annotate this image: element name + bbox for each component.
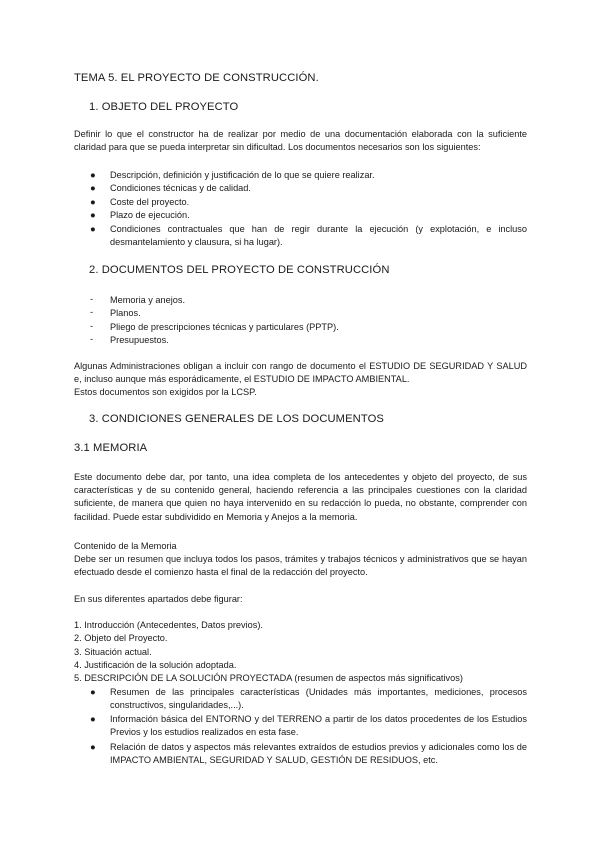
section-2-note-2: Estos documentos son exigidos por la LCSP.	[74, 387, 257, 397]
section-1-heading: 1. OBJETO DEL PROYECTO	[89, 101, 239, 113]
list-item: Condiciones contractuales que han de regir durante la ejecución (y explotación, e incluso desmantelamiento y clausura, si ha lugar).	[110, 224, 527, 248]
section-1-intro: Definir lo que el constructor ha de realizar por medio de una documentación elaborada con la suficiente claridad para que se pueda interpretar sin dificultad. Los documentos necesarios son los siguientes:	[74, 129, 527, 153]
subsection-heading: 3.1 MEMORIA	[74, 442, 148, 454]
list-item: Resumen de las principales características (Unidades más importantes, mediciones, procesos constructivos, singularidades,...).	[110, 687, 527, 711]
dash-icon: -	[90, 307, 94, 318]
list-item: Coste del proyecto.	[110, 197, 190, 207]
list-item: Memoria y anejos.	[110, 295, 186, 305]
list-item: Plazo de ejecución.	[110, 210, 190, 220]
section-2-note: Algunas Administraciones obligan a incluir con rango de documento el ESTUDIO DE SEGURIDAD Y SALUD e, incluso aunque más esporádicamente, el ESTUDIO DE IMPACTO AMBIENTAL.	[74, 361, 527, 385]
list-item: Relación de datos y aspectos más relevantes extraídos de estudios previos y adicionales como los de IMPACTO AMBIENTAL, SEGURIDAD Y SALUD, GESTIÓN DE RESIDUOS, etc.	[110, 742, 527, 766]
list-item: Pliego de prescripciones técnicas y particulares (PPTP).	[110, 322, 339, 332]
apartados-intro: En sus diferentes apartados debe figurar:	[74, 594, 243, 604]
section-2-heading: 2. DOCUMENTOS DEL PROYECTO DE CONSTRUCCIÓN	[89, 264, 390, 276]
contenido-text: Debe ser un resumen que incluya todos los pasos, trámites y trabajos técnicos y administrativos que se hayan efectuado desde el comienzo hasta el final de la redacción del proyecto.	[74, 554, 527, 578]
bullet-icon: ●	[90, 170, 96, 181]
list-item: Planos.	[110, 308, 141, 318]
bullet-icon: ●	[90, 197, 96, 208]
list-item: Condiciones técnicas y de calidad.	[110, 183, 251, 193]
page-title: TEMA 5. EL PROYECTO DE CONSTRUCCIÓN.	[74, 72, 319, 84]
bullet-icon: ●	[90, 224, 96, 235]
list-item: Información básica del ENTORNO y del TERRENO a partir de los datos procedentes de los Estudios Previos y los estudios realizados en esta fase.	[110, 714, 527, 738]
bullet-icon: ●	[90, 210, 96, 221]
bullet-icon: ●	[90, 183, 96, 194]
bullet-icon: ●	[90, 742, 96, 753]
list-item: Descripción, definición y justificación de lo que se quiere realizar.	[110, 170, 375, 180]
bullet-icon: ●	[90, 714, 96, 725]
numbered-item: 2. Objeto del Proyecto.	[74, 633, 168, 643]
numbered-item: 3. Situación actual.	[74, 647, 152, 657]
list-item: Presupuestos.	[110, 335, 169, 345]
numbered-item: 4. Justificación de la solución adoptada.	[74, 660, 237, 670]
contenido-title: Contenido de la Memoria	[74, 541, 177, 551]
bullet-icon: ●	[90, 687, 96, 698]
section-3-heading: 3. CONDICIONES GENERALES DE LOS DOCUMENTOS	[89, 413, 384, 425]
memoria-paragraph: Este documento debe dar, por tanto, una idea completa de los antecedentes y objeto del proyecto, de sus características y de su contenido general, haciendo referencia a las principales cuestiones con la claridad suficiente, de manera que quien no haya intervenido en su redacción lo pueda, no obstante, comprender con facilidad. Puede estar subdividido en Memoria y Anejos a la memoria.	[74, 472, 527, 522]
dash-icon: -	[90, 294, 94, 305]
dash-icon: -	[90, 321, 94, 332]
numbered-item: 1. Introducción (Antecedentes, Datos previos).	[74, 620, 263, 630]
dash-icon: -	[90, 334, 94, 345]
numbered-item: 5. DESCRIPCIÓN DE LA SOLUCIÓN PROYECTADA (resumen de aspectos más significativos)	[74, 673, 463, 683]
